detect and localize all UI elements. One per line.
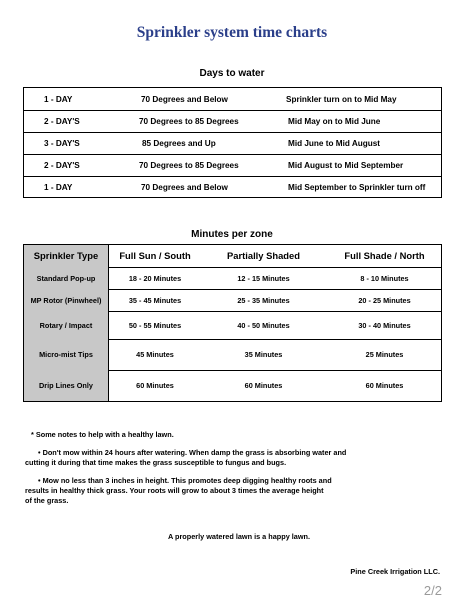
- period-cell: Sprinkler turn on to Mid May: [286, 95, 397, 104]
- note-line: cutting it during that time makes the grass susceptible to fungus and bugs.: [25, 458, 287, 467]
- partial-shade-cell: 25 - 35 Minutes: [237, 295, 290, 305]
- page-number: 2/2: [423, 583, 442, 598]
- minutes-per-zone-table: [23, 244, 442, 402]
- full-shade-cell: 60 Minutes: [365, 381, 404, 390]
- days-to-water-table: [23, 87, 442, 198]
- full-sun-cell: 18 - 20 Minutes: [128, 273, 182, 283]
- full-shade-cell: 20 - 25 Minutes: [358, 295, 411, 305]
- partial-shade-cell: 60 Minutes: [244, 381, 283, 390]
- page-title: Sprinkler system time charts: [136, 24, 328, 41]
- table-row: [24, 267, 441, 290]
- table-row: [24, 370, 441, 401]
- sprinkler-type-cell: Standard Pop-up: [24, 267, 109, 289]
- temperature-cell: 70 Degrees and Below: [141, 183, 228, 192]
- full-sun-cell: 50 - 55 Minutes: [128, 320, 182, 330]
- days-cell: 1 - DAY: [44, 95, 73, 104]
- days-cell: 3 - DAY'S: [44, 139, 80, 148]
- table-row: [24, 339, 441, 371]
- table-row: [24, 110, 441, 133]
- full-shade-cell: 8 - 10 Minutes: [360, 273, 409, 283]
- temperature-cell: 85 Degrees and Up: [142, 139, 216, 148]
- sprinkler-type-cell: Micro-mist Tips: [24, 339, 109, 370]
- days-to-water-heading: Days to water: [199, 68, 265, 79]
- table-row: [24, 176, 441, 198]
- full-sun-cell: 45 Minutes: [136, 350, 174, 359]
- days-cell: 1 - DAY: [44, 183, 73, 192]
- sprinkler-type-cell: MP Rotor (Pinwheel): [24, 289, 109, 311]
- partial-shade-cell: 35 Minutes: [244, 350, 283, 359]
- header-partially-shaded: Partially Shaded: [227, 250, 300, 261]
- partial-shade-cell: 40 - 50 Minutes: [237, 320, 290, 330]
- sprinkler-type-cell: Rotary / Impact: [24, 311, 109, 339]
- days-cell: 2 - DAY'S: [44, 117, 80, 126]
- table-row: [24, 289, 441, 312]
- header-sprinkler-type: Sprinkler Type: [24, 245, 109, 267]
- days-cell: 2 - DAY'S: [44, 161, 80, 170]
- period-cell: Mid May on to Mid June: [288, 117, 381, 126]
- note-line: results in healthy thick grass. Your roots will grow to about 3 times the average height: [25, 486, 324, 495]
- temperature-cell: 70 Degrees to 85 Degrees: [139, 117, 239, 126]
- tagline: A properly watered lawn is a happy lawn.: [167, 532, 311, 541]
- note-line: • Don't mow within 24 hours after watering. When damp the grass is absorbing water and: [38, 448, 347, 457]
- table-row: [24, 154, 441, 177]
- note-line: • Mow no less than 3 inches in height. This promotes deep digging healthy roots and: [38, 476, 332, 485]
- full-sun-cell: 35 - 45 Minutes: [128, 295, 182, 305]
- full-sun-cell: 60 Minutes: [136, 381, 174, 390]
- table-row: [24, 132, 441, 155]
- partial-shade-cell: 12 - 15 Minutes: [237, 273, 290, 283]
- period-cell: Mid June to Mid August: [288, 139, 381, 148]
- period-cell: Mid September to Sprinkler turn off: [288, 183, 426, 192]
- header-full-shade: Full Shade / North: [344, 250, 425, 261]
- full-shade-cell: 30 - 40 Minutes: [358, 320, 411, 330]
- sprinkler-type-cell: Drip Lines Only: [24, 370, 109, 401]
- company-name: Pine Creek Irrigation LLC.: [350, 567, 440, 576]
- table-row: [24, 311, 441, 340]
- full-shade-cell: 25 Minutes: [365, 350, 404, 359]
- temperature-cell: 70 Degrees and Below: [141, 95, 228, 104]
- temperature-cell: 70 Degrees to 85 Degrees: [139, 161, 239, 170]
- table-row: [24, 88, 441, 111]
- header-full-sun: Full Sun / South: [119, 250, 191, 261]
- notes-intro: * Some notes to help with a healthy lawn.: [31, 430, 174, 439]
- minutes-per-zone-heading: Minutes per zone: [191, 229, 273, 240]
- note-line: of the grass.: [25, 496, 69, 505]
- table-header-row: [24, 245, 441, 268]
- period-cell: Mid August to Mid September: [288, 161, 404, 170]
